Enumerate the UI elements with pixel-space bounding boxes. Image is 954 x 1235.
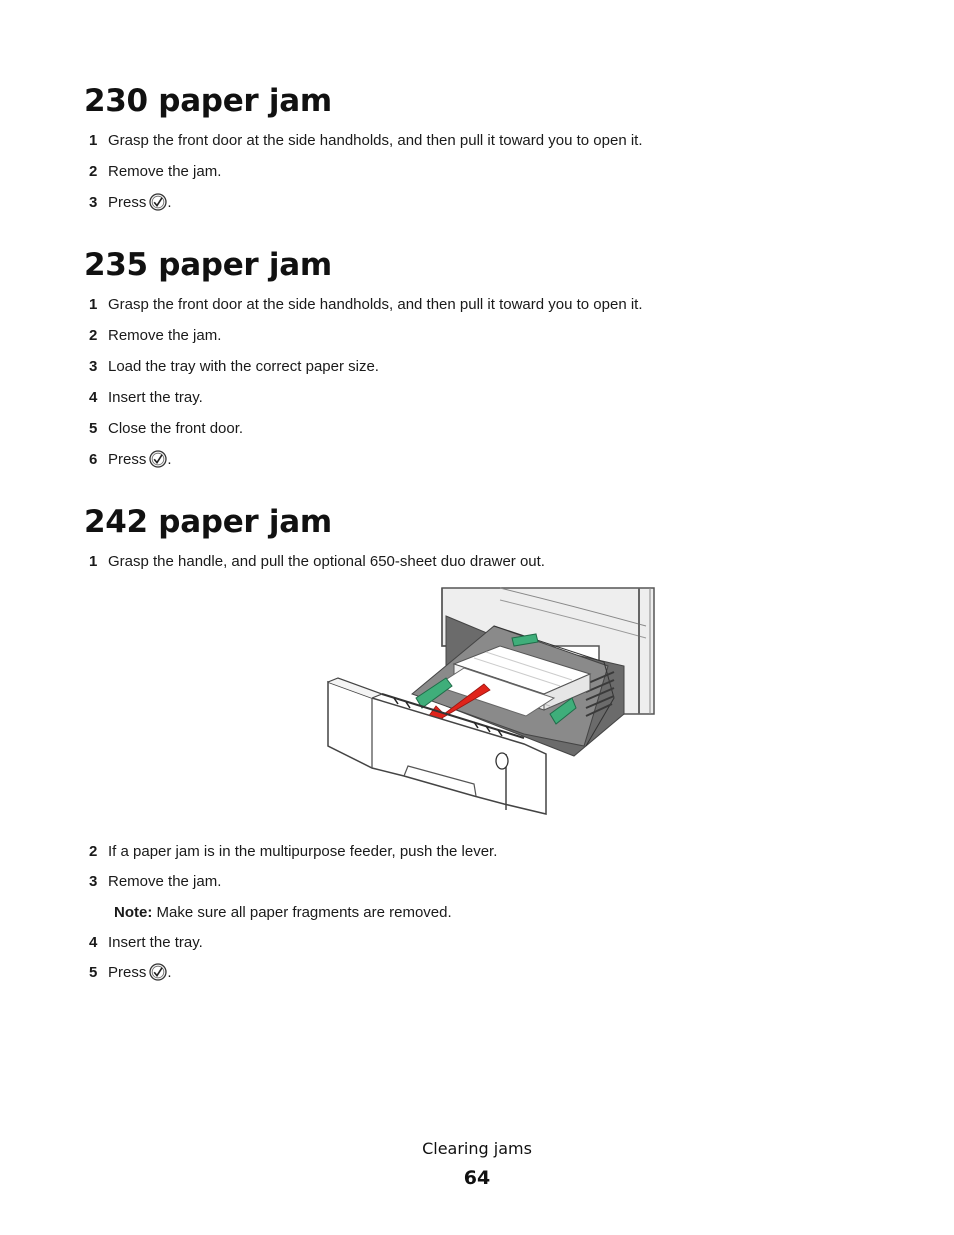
step-item [84,448,884,479]
step-number: 4 [89,389,98,406]
press-label: Press [108,964,147,981]
step-text: Grasp the front door at the side handholds, and then pull it toward you to open it. [108,132,643,149]
note [114,901,452,925]
section-242-steps-before [84,550,884,581]
note-label: Note: [114,904,153,921]
step-item [84,355,884,386]
step-suffix: . [167,964,172,981]
step-text: Insert the tray. [108,389,203,406]
step-item [84,550,884,581]
step-text [108,961,172,985]
step-number: 2 [89,163,98,180]
press-label: Press [108,451,147,468]
step-number: 3 [89,873,98,890]
step-item [84,386,884,417]
section-242-steps-after [84,840,884,992]
step-item [84,840,884,870]
section-235 [84,246,884,479]
step-item [84,961,884,992]
step-number: 1 [89,296,98,313]
section-242-title: 242 paper jam [84,504,332,540]
section-242-continued [84,840,884,992]
step-suffix: . [167,194,172,211]
step-text: If a paper jam is in the multipurpose feeder, push the lever. [108,843,498,860]
step-item [84,324,884,355]
step-item [84,870,884,931]
step-number: 4 [89,934,98,951]
step-number: 2 [89,843,98,860]
drawer-illustration [324,586,660,816]
checkmark-button-icon [149,450,167,468]
step-text: Insert the tray. [108,934,203,951]
step-text: Grasp the front door at the side handholds, and then pull it toward you to open it. [108,296,643,313]
section-242 [84,503,884,581]
step-number: 6 [89,451,98,468]
step-text [108,448,172,472]
step-text: Remove the jam. [108,327,222,344]
step-text: Load the tray with the correct paper size. [108,358,379,375]
step-number: 2 [89,327,98,344]
step-item [84,129,884,160]
step-number: 3 [89,194,98,211]
section-230 [84,82,884,222]
step-text [108,191,172,215]
checkmark-button-icon [149,193,167,211]
step-item [84,191,884,222]
step-suffix: . [167,451,172,468]
step-number: 3 [89,358,98,375]
note-text: Make sure all paper fragments are removed. [156,904,452,921]
section-230-title: 230 paper jam [84,83,332,119]
step-item [84,931,884,961]
step-item [84,160,884,191]
section-230-steps [84,129,884,222]
step-number: 5 [89,420,98,437]
step-text: Remove the jam. [108,873,222,890]
step-item [84,417,884,448]
section-235-title: 235 paper jam [84,247,332,283]
page-number: 64 [463,1167,491,1189]
step-number: 1 [89,553,98,570]
section-235-steps [84,293,884,479]
checkmark-button-icon [149,963,167,981]
footer-section-title: Clearing jams [422,1139,532,1158]
step-item [84,293,884,324]
press-label: Press [108,194,147,211]
step-number: 1 [89,132,98,149]
step-text: Remove the jam. [108,163,222,180]
step-number: 5 [89,964,98,981]
step-text: Close the front door. [108,420,244,437]
step-text: Grasp the handle, and pull the optional 650-sheet duo drawer out. [108,553,545,570]
